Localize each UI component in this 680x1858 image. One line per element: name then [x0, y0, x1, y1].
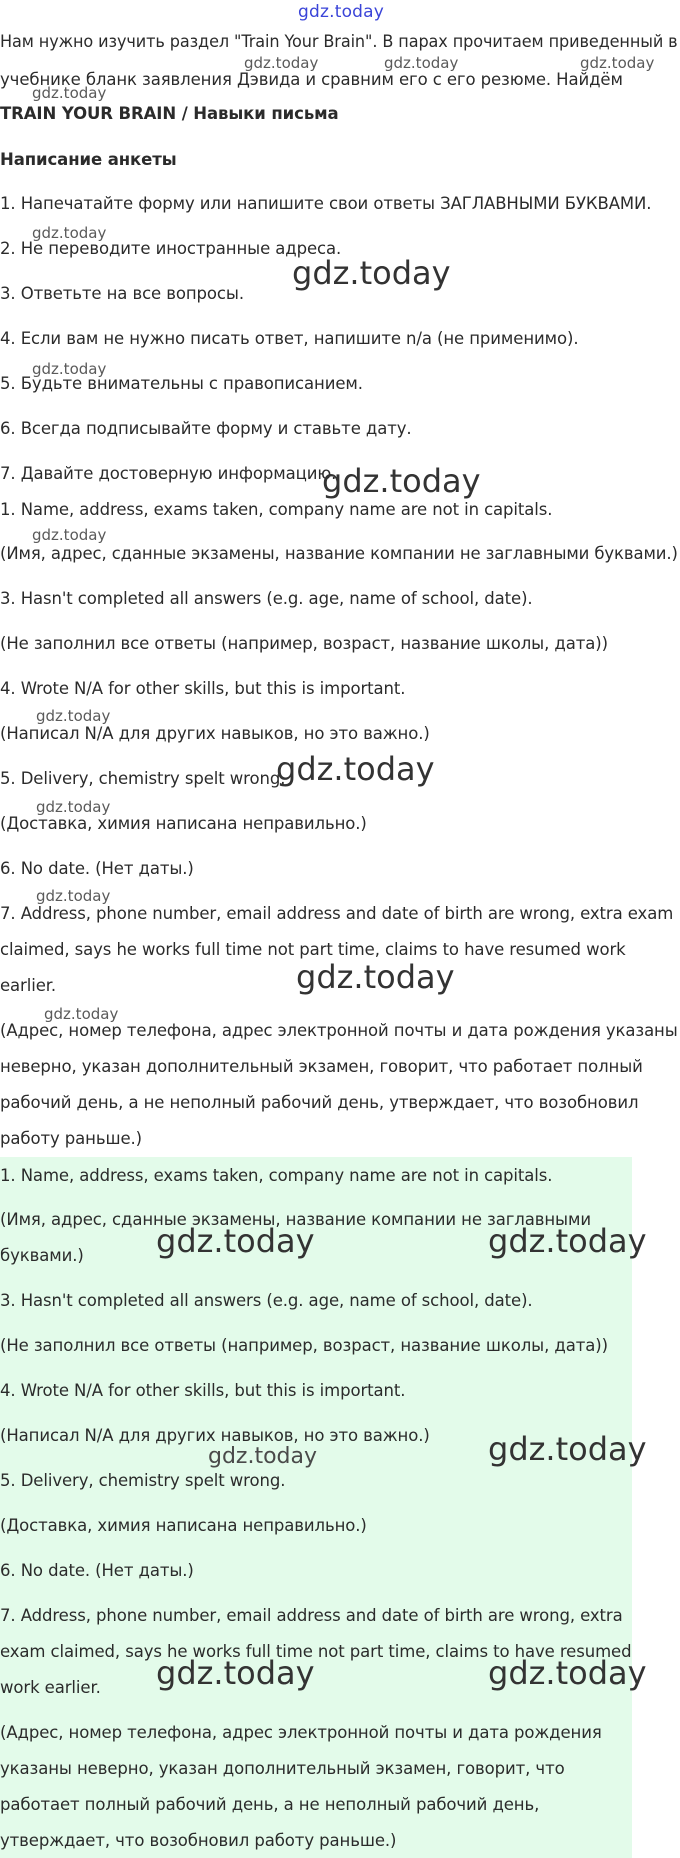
watermark: gdz.today — [32, 526, 107, 544]
watermark: gdz.today — [384, 54, 459, 72]
watermark-large: gdz.today — [156, 1222, 315, 1260]
watermark-medium: gdz.today — [208, 1444, 318, 1469]
answer-highlight-block — [0, 1157, 632, 1858]
watermark: gdz.today — [32, 224, 107, 242]
green-answer-7-translation-line-2: указаны неверно, указан дополнительный экзамен, говорит, что — [0, 1759, 565, 1778]
rule-6: 6. Всегда подписывайте форму и ставьте дату. — [0, 419, 412, 438]
green-answer-1-translation-line-1: (Имя, адрес, сданные экзамены, название компании не заглавными — [0, 1210, 591, 1229]
intro-line-2: учебнике бланк заявления Дэвида и сравним его с его резюме. Найдём — [0, 70, 623, 89]
answer-3-translation: (Не заполнил все ответы (например, возраст, название школы, дата)) — [0, 634, 608, 653]
watermark: gdz.today — [44, 1005, 119, 1023]
green-answer-3: 3. Hasn't completed all answers (e.g. age, name of school, date). — [0, 1291, 533, 1310]
watermark: gdz.today — [32, 360, 107, 378]
answer-7-translation-line-2: неверно, указан дополнительный экзамен, говорит, что работает полный — [0, 1057, 643, 1076]
answer-1: 1. Name, address, exams taken, company name are not in capitals. — [0, 500, 553, 519]
answer-7-translation-line-3: рабочий день, а не неполный рабочий день, утверждает, что возобновил — [0, 1093, 639, 1112]
watermark-large: gdz.today — [488, 1654, 647, 1692]
green-answer-1-translation-line-2: буквами.) — [0, 1246, 84, 1265]
watermark-large: gdz.today — [156, 1654, 315, 1692]
watermark: gdz.today — [36, 798, 111, 816]
watermark-large: gdz.today — [276, 750, 435, 788]
green-answer-4-translation: (Написал N/A для других навыков, но это важно.) — [0, 1426, 430, 1445]
watermark: gdz.today — [32, 84, 107, 102]
watermark: gdz.today — [244, 54, 319, 72]
green-answer-7-translation-line-4: утверждает, что возобновил работу раньше.) — [0, 1831, 397, 1850]
rule-4: 4. Если вам не нужно писать ответ, напишите n/a (не применимо). — [0, 329, 579, 348]
rule-1: 1. Напечатайте форму или напишите свои ответы ЗАГЛАВНЫМИ БУКВАМИ. — [0, 194, 652, 213]
answer-7-line-3: earlier. — [0, 976, 57, 995]
green-answer-7-translation-line-1: (Адрес, номер телефона, адрес электронной почты и дата рождения — [0, 1723, 602, 1742]
answer-3: 3. Hasn't completed all answers (e.g. age, name of school, date). — [0, 589, 533, 608]
answer-7-translation-line-1: (Адрес, номер телефона, адрес электронной почты и дата рождения указаны — [0, 1021, 678, 1040]
answer-7-line-2: claimed, says he works full time not part time, claims to have resumed work — [0, 940, 626, 959]
watermark-large: gdz.today — [488, 1222, 647, 1260]
answer-4: 4. Wrote N/A for other skills, but this is important. — [0, 679, 406, 698]
answer-7-translation-line-4: работу раньше.) — [0, 1129, 143, 1148]
green-answer-7-line-3: work earlier. — [0, 1678, 101, 1697]
watermark: gdz.today — [36, 707, 111, 725]
green-answer-5: 5. Delivery, chemistry spelt wrong. — [0, 1471, 286, 1490]
green-answer-5-translation: (Доставка, химия написана неправильно.) — [0, 1516, 367, 1535]
intro-line-1: Нам нужно изучить раздел "Train Your Brain". В парах прочитаем приведенный в — [0, 32, 678, 51]
rule-2: 2. Не переводите иностранные адреса. — [0, 239, 342, 258]
answer-1-translation: (Имя, адрес, сданные экзамены, название компании не заглавными буквами.) — [0, 544, 678, 563]
watermark-large: gdz.today — [322, 462, 481, 500]
answer-5: 5. Delivery, chemistry spelt wrong. — [0, 769, 286, 788]
watermark-large: gdz.today — [296, 958, 455, 996]
rule-7: 7. Давайте достоверную информацию. — [0, 464, 337, 483]
answer-4-translation: (Написал N/A для других навыков, но это важно.) — [0, 724, 430, 743]
rule-3: 3. Ответьте на все вопросы. — [0, 284, 244, 303]
green-answer-7-translation-line-3: работает полный рабочий день, а не неполный рабочий день, — [0, 1795, 540, 1814]
green-answer-7-line-2: exam claimed, says he works full time not part time, claims to have resumed — [0, 1642, 632, 1661]
green-answer-4: 4. Wrote N/A for other skills, but this is important. — [0, 1381, 406, 1400]
answer-6: 6. No date. (Нет даты.) — [0, 859, 194, 878]
subtitle: Написание анкеты — [0, 150, 177, 169]
site-logo[interactable]: gdz.today — [298, 2, 385, 22]
answer-5-translation: (Доставка, химия написана неправильно.) — [0, 814, 367, 833]
section-title: TRAIN YOUR BRAIN / Навыки письма — [0, 104, 339, 123]
watermark-large: gdz.today — [488, 1430, 647, 1468]
rule-5: 5. Будьте внимательны с правописанием. — [0, 374, 363, 393]
watermark: gdz.today — [36, 887, 111, 905]
answer-7-line-1: 7. Address, phone number, email address and date of birth are wrong, extra exam — [0, 904, 674, 923]
green-answer-1: 1. Name, address, exams taken, company name are not in capitals. — [0, 1166, 553, 1185]
green-answer-6: 6. No date. (Нет даты.) — [0, 1561, 194, 1580]
watermark-large: gdz.today — [292, 254, 451, 292]
green-answer-3-translation: (Не заполнил все ответы (например, возраст, название школы, дата)) — [0, 1336, 608, 1355]
green-answer-7-line-1: 7. Address, phone number, email address and date of birth are wrong, extra — [0, 1606, 623, 1625]
watermark: gdz.today — [580, 54, 655, 72]
